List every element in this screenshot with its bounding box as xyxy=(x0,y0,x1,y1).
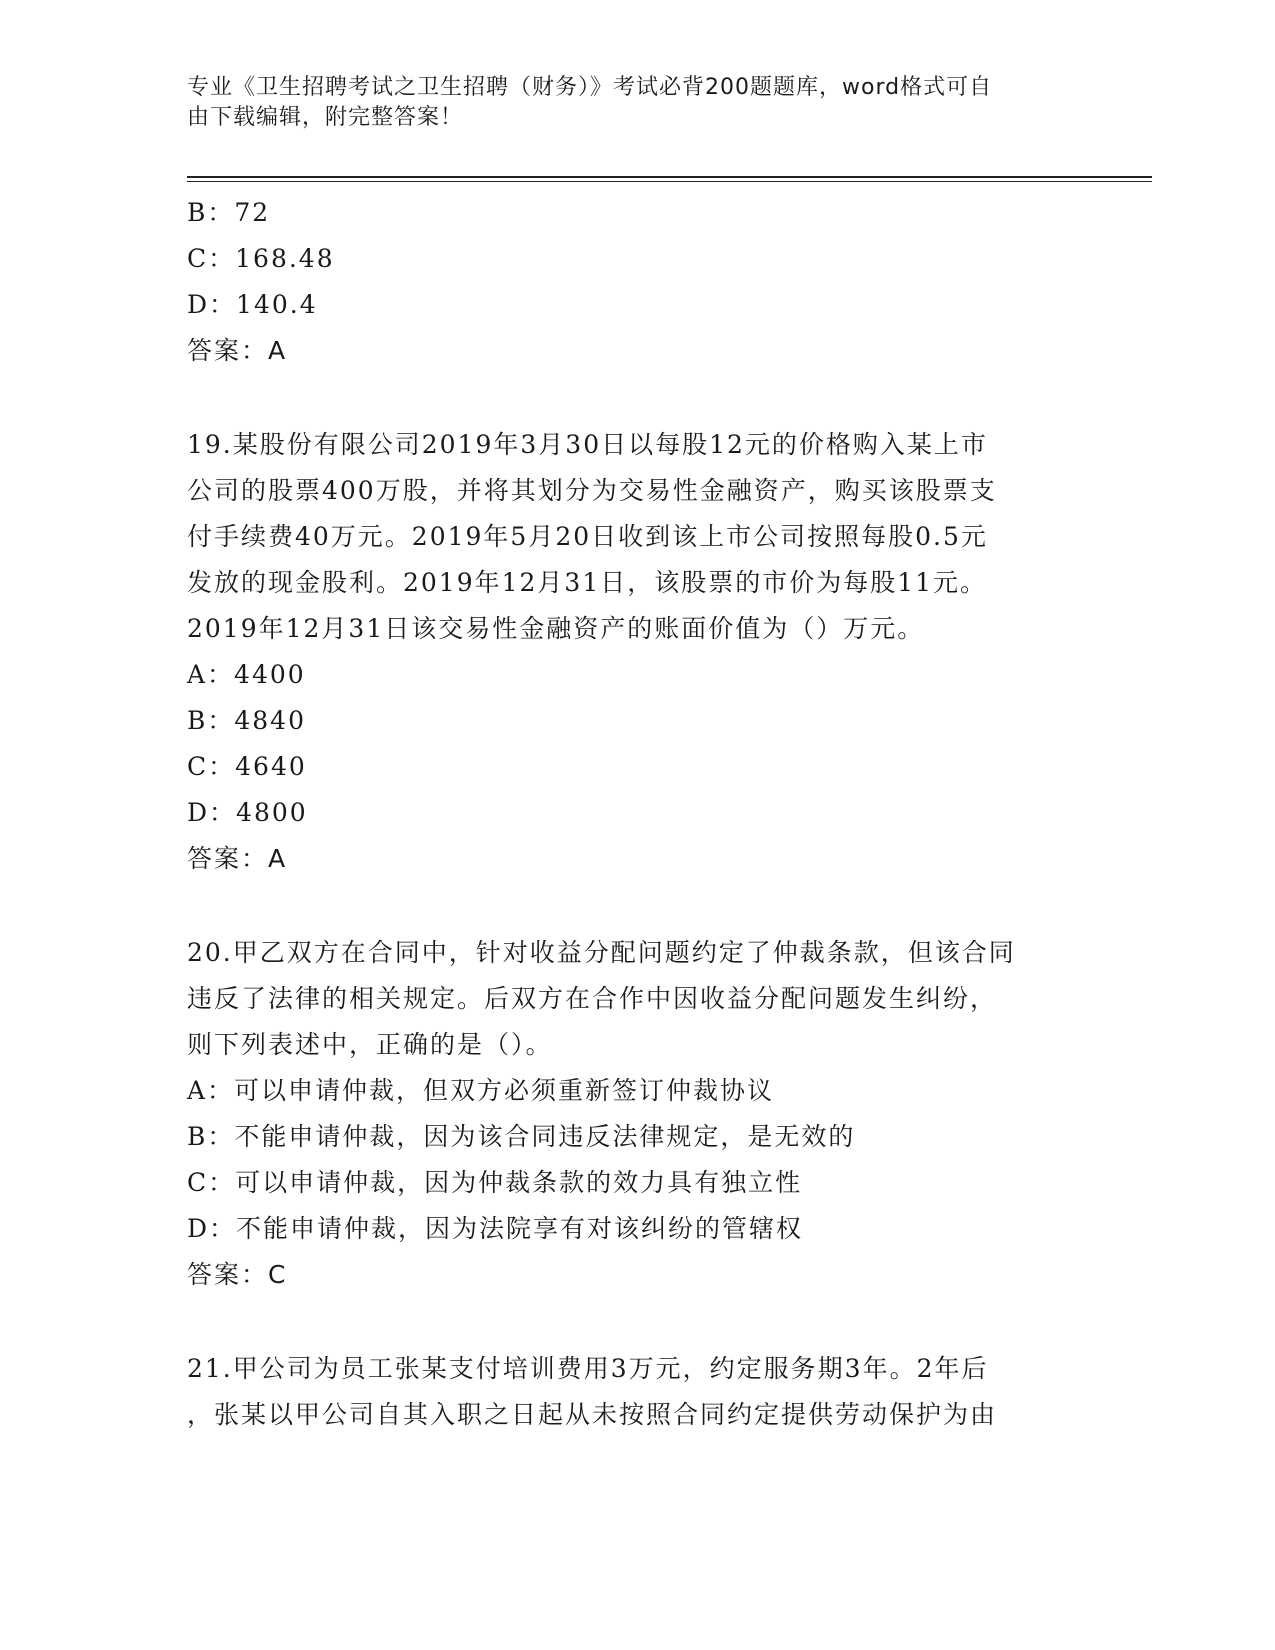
question-19 xyxy=(187,422,1087,882)
header-line-1: 专业《卫生招聘考试之卫生招聘（财务）》考试必背200题题库，word格式可自 xyxy=(187,75,993,100)
option-b: B：72 xyxy=(187,198,271,227)
answer-line: 答案：A xyxy=(187,844,288,873)
question-line: 21.甲公司为员工张某支付培训费用3万元，约定服务期3年。2年后 xyxy=(187,1354,989,1383)
question-line: 则下列表述中，正确的是（）。 xyxy=(187,1030,553,1059)
question-text xyxy=(187,930,1087,1068)
option-b: B：不能申请仲裁，因为该合同违反法律规定，是无效的 xyxy=(187,1122,856,1151)
header-line-2: 由下载编辑，附完整答案！ xyxy=(187,105,464,130)
header-divider-thin xyxy=(187,181,1152,182)
question-20 xyxy=(187,930,1087,1298)
option-b: B：4840 xyxy=(187,706,306,735)
answer-line: 答案：C xyxy=(187,1260,288,1289)
spacer xyxy=(187,374,1087,422)
question-18-tail xyxy=(187,190,1087,374)
question-line: 2019年12月31日该交易性金融资产的账面价值为（）万元。 xyxy=(187,614,925,643)
spacer xyxy=(187,1298,1087,1346)
question-text xyxy=(187,1346,1087,1438)
option-d: D：140.4 xyxy=(187,290,318,319)
option-d: D：不能申请仲裁，因为法院享有对该纠纷的管辖权 xyxy=(187,1214,804,1243)
question-line: ，张某以甲公司自其入职之日起从未按照合同约定提供劳动保护为由 xyxy=(187,1400,998,1429)
option-a: A：可以申请仲裁，但双方必须重新签订仲裁协议 xyxy=(187,1076,775,1105)
question-line: 违反了法律的相关规定。后双方在合作中因收益分配问题发生纠纷， xyxy=(187,984,998,1013)
question-line: 19.某股份有限公司2019年3月30日以每股12元的价格购入某上市 xyxy=(187,430,988,459)
answer-line: 答案：A xyxy=(187,336,288,365)
question-list xyxy=(187,190,1087,1438)
option-c: C：可以申请仲裁，因为仲裁条款的效力具有独立性 xyxy=(187,1168,803,1197)
header-divider-thick xyxy=(187,176,1152,178)
question-line: 公司的股票400万股，并将其划分为交易性金融资产，购买该股票支 xyxy=(187,476,997,505)
option-d: D：4800 xyxy=(187,798,308,827)
question-21 xyxy=(187,1346,1087,1438)
option-a: A：4400 xyxy=(187,660,306,689)
question-line: 付手续费40万元。2019年5月20日收到该上市公司按照每股0.5元 xyxy=(187,522,988,551)
option-c: C：4640 xyxy=(187,752,307,781)
option-c: C：168.48 xyxy=(187,244,335,273)
spacer xyxy=(187,882,1087,930)
question-text xyxy=(187,422,1087,652)
question-line: 发放的现金股利。2019年12月31日，该股票的市价为每股11元。 xyxy=(187,568,988,597)
question-line: 20.甲乙双方在合同中，针对收益分配问题约定了仲裁条款，但该合同 xyxy=(187,938,1016,967)
document-header xyxy=(187,73,1067,133)
